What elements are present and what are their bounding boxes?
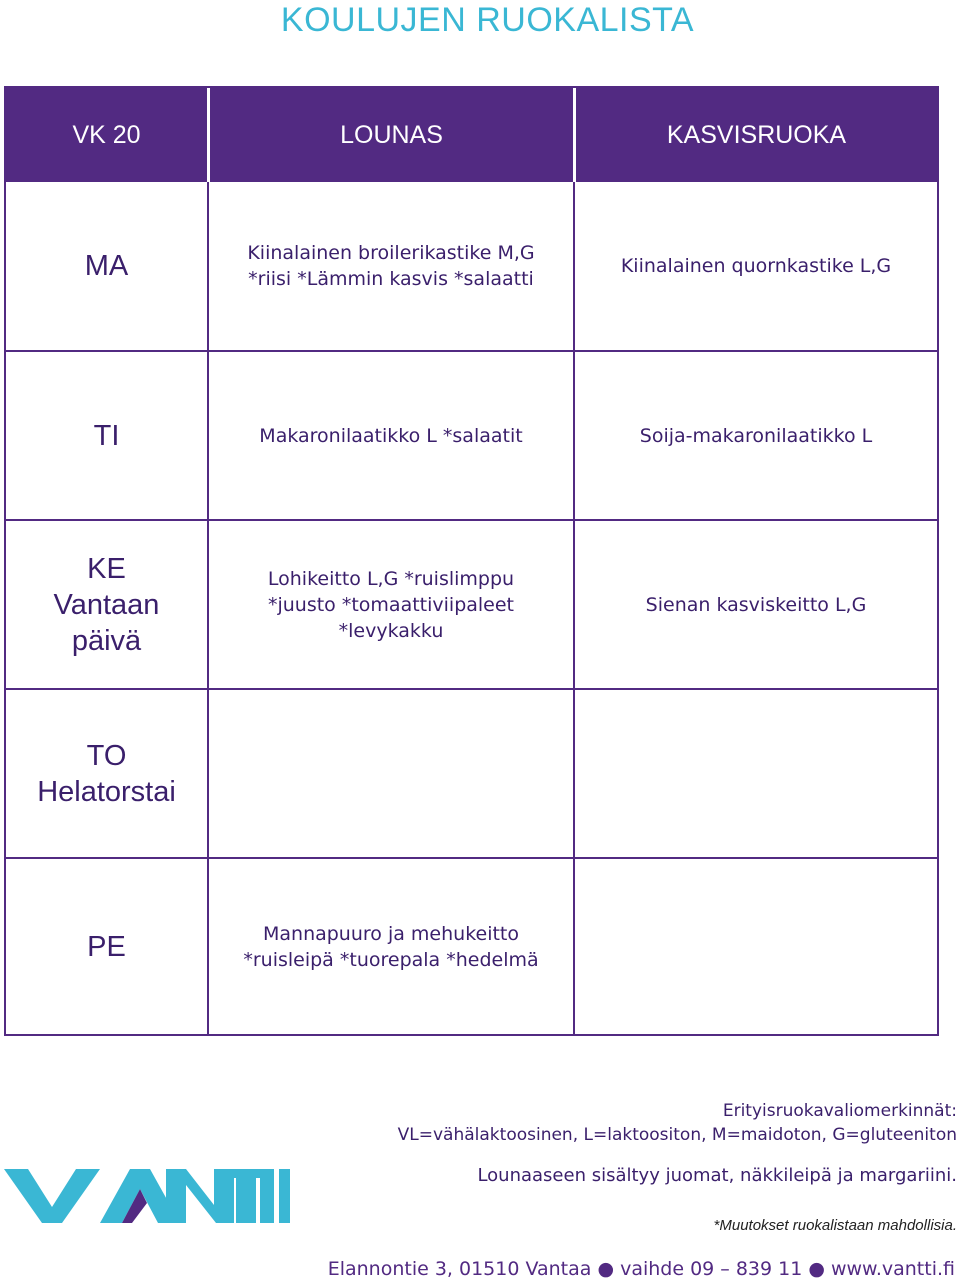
header-lunch: LOUNAS [340,120,443,149]
lunch-thursday [209,690,573,857]
vegetarian-friday [575,859,937,1034]
menu-table [4,86,939,1036]
lunch-wednesday: Lohikeitto L,G *ruislimppu *juusto *tomaattiviipaleet *levykakku [267,567,515,642]
day-friday: PE [87,930,126,963]
vantti-logo-mark [4,1163,294,1227]
vegetarian-wednesday: Sienan kasviskeitto L,G [645,593,867,616]
table-header [6,88,937,182]
changes-note: *Muutokset ruokalistaan mahdollisia. [713,1217,957,1234]
page-title: KOULUJEN RUOKALISTA [280,1,695,39]
contact-footer: Elannontie 3, 01510 Vantaa ● vaihde 09 – 839 11 ● www.vantti.fi [327,1258,955,1280]
vantti-logo [4,1163,294,1231]
day-tuesday: TI [93,419,120,452]
header-vegetarian: KASVISRUOKA [666,120,847,149]
header-week: VK 20 [72,120,141,149]
vegetarian-monday: Kiinalainen quornkastike L,G [620,255,892,277]
day-monday: MA [84,250,129,282]
diet-codes: VL=vähälaktoosinen, L=laktoositon, M=maidoton, G=gluteeniton [397,1125,957,1145]
day-wednesday: KE Vantaan päivä [53,552,160,657]
vegetarian-thursday [575,690,937,857]
lunch-monday: Kiinalainen broilerikastike M,G *riisi *Lämmin kasvis *salaatti [247,242,535,290]
diet-heading: Erityisruokavaliomerkinnät: [722,1101,957,1121]
lunch-friday: Mannapuuro ja mehukeitto *ruisleipä *tuorepala *hedelmä [243,922,539,971]
lunch-tuesday: Makaronilaatikko L *salaatit [259,424,523,447]
day-thursday: TO Helatorstai [37,739,176,808]
lunch-includes-note: Lounaaseen sisältyy juomat, näkkileipä ja margariini. [477,1165,957,1186]
vegetarian-tuesday: Soija-makaronilaatikko L [639,424,873,447]
